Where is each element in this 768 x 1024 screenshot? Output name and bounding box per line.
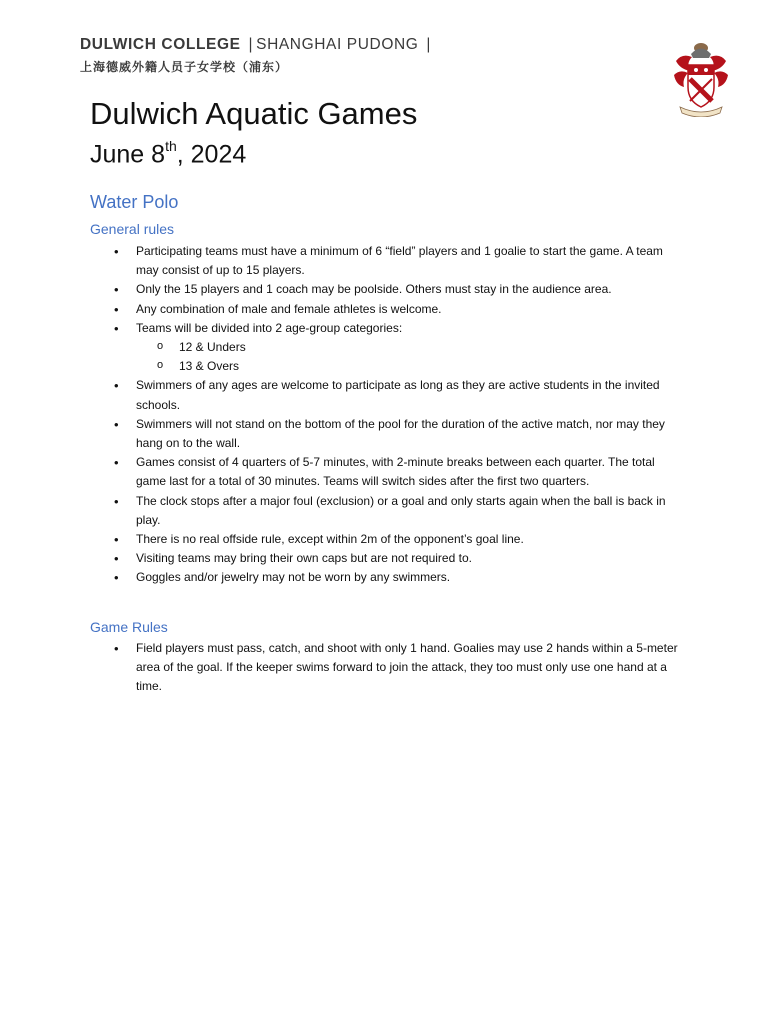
date-rest: , 2024 <box>176 140 247 169</box>
age-group-item: o 13 & Overs <box>157 357 688 376</box>
list-item: • Any combination of male and female athletes is welcome. <box>113 300 688 319</box>
list-item: • Goggles and/or jewelry may not be worn by any swimmers. <box>113 568 688 587</box>
date-ordinal-suffix: th <box>165 138 177 154</box>
date-prefix: June 8 <box>90 140 166 169</box>
header-separator-trailing: | <box>426 36 431 53</box>
general-rules-list <box>113 242 688 588</box>
game-rules-heading: Game Rules <box>90 619 168 635</box>
game-rules-list <box>113 639 688 697</box>
age-group-item: o 12 & Unders <box>157 338 688 357</box>
list-item: • Games consist of 4 quarters of 5-7 minutes, with 2-minute breaks between each quarter. The total game last for a total of 30 minutes. Teams will switch sides after the first two quarters. <box>113 453 688 491</box>
list-item <box>113 319 688 377</box>
college-name: DULWICH COLLEGE <box>80 36 241 53</box>
list-item-text: Teams will be divided into 2 age-group categories: <box>136 320 403 335</box>
campus-name: SHANGHAI PUDONG <box>256 36 419 53</box>
header-separator: | <box>248 36 254 53</box>
list-item: • The clock stops after a major foul (exclusion) or a goal and only starts again when the ball is back in play. <box>113 492 688 530</box>
list-item: • Participating teams must have a minimum of 6 “field” players and 1 goalie to start the game. A team may consist of up to 15 players. <box>113 242 688 280</box>
college-crest-icon <box>672 39 730 117</box>
list-item: • Swimmers of any ages are welcome to participate as long as they are active students in the invited schools. <box>113 376 688 414</box>
event-date <box>90 140 246 169</box>
list-item: • Only the 15 players and 1 coach may be poolside. Others must stay in the audience area. <box>113 280 688 299</box>
section-title: Water Polo <box>90 192 179 212</box>
college-name-line <box>80 36 434 54</box>
document-title: Dulwich Aquatic Games <box>90 96 418 131</box>
age-group-list <box>136 338 688 376</box>
list-item: • Visiting teams may bring their own caps but are not required to. <box>113 549 688 568</box>
general-rules-heading: General rules <box>90 221 175 237</box>
list-item: • Field players must pass, catch, and shoot with only 1 hand. Goalies may use 2 hands within a 5-meter area of the goal. If the keeper swims forward to join the attack, they too must only use one hand at a time. <box>113 639 688 697</box>
list-item: • There is no real offside rule, except within 2m of the opponent’s goal line. <box>113 530 688 549</box>
chinese-school-name: 上海德威外籍人员子女学校（浦东） <box>80 60 289 74</box>
list-item: • Swimmers will not stand on the bottom of the pool for the duration of the active match, nor may they hang on to the wall. <box>113 415 688 453</box>
letterhead <box>80 36 434 75</box>
